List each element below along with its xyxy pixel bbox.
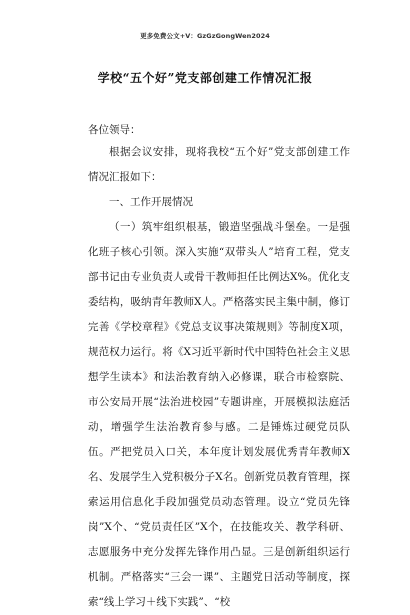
section-heading: 一、工作开展情况 [109,196,193,208]
header-watermark: 更多免费公文+V：GzGzGongWen2024 [140,32,270,40]
intro-paragraph: 根据会议安排，现将我校“五个好”党支部创建工作情况汇报如下： [88,146,350,183]
salutation: 各位领导： [88,124,141,136]
document-body [88,140,350,615]
document-title: 学校“五个好”党支部创建工作情况汇报 [97,71,313,85]
body-paragraph: （一）筑牢组织根基，锻造坚强战斗堡垒。一是强化班子核心引领。深入实施“双带头人”培育工程，党支部书记由专业负责人或骨干教师担任比例达X%。优化支委结构，吸纳青年教师X人。严格落实民主集中制，修订完善《学校章程》《党总支议事决策规则》等制度X项，规范权力运行。将《X习近平新时代中国特色社会主义思想学生读本》和法治教育纳入必修课，联合市检察院、市公安局开展“法治进校园”专题讲座，开展模拟法庭活动，增强学生法治教育参与感。二是锤炼过硬党员队伍。严把党员入口关，本年度计划发展优秀青年教师X名、发展学生入党积极分子X名。创新党员教育管理，探索运用信息化手段加强党员动态管理。设立“党员先锋岗”X个、“党员责任区”X个，在技能攻关、教学科研、志愿服务中充分发挥先锋作用凸显。三是创新组织运行机制。严格落实“三会一课”、主题党日活动等制度，探索“线上学习＋线下实践”、“校 [88,221,350,608]
